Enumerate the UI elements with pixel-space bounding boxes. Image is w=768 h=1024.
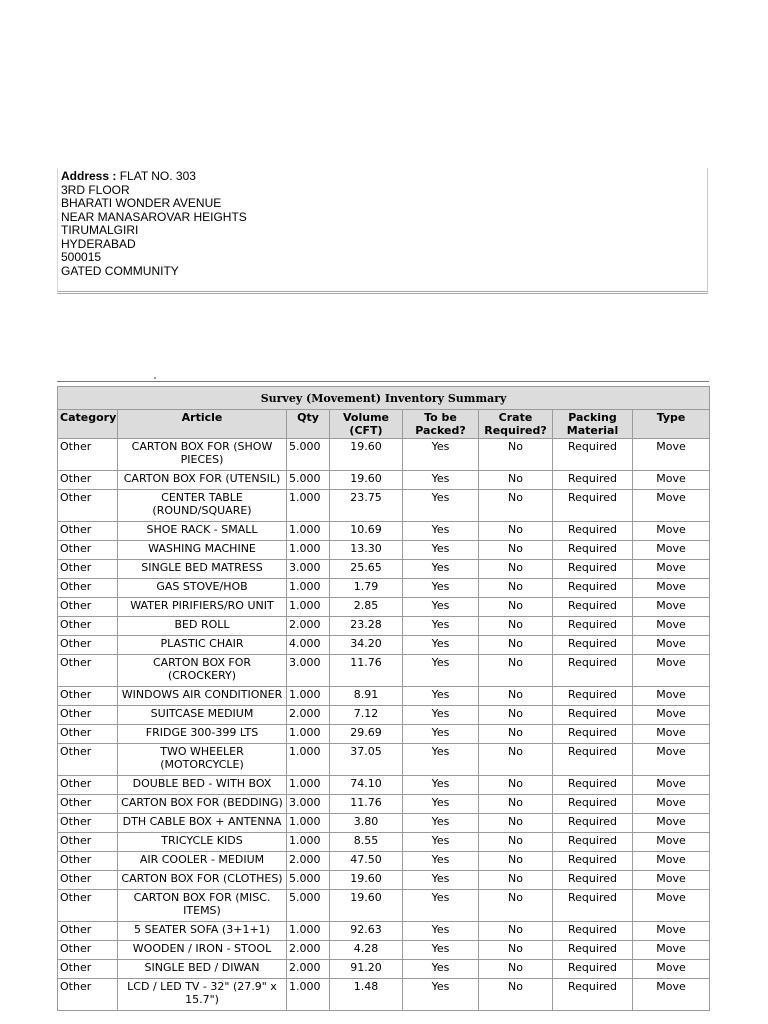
cell-type: Move — [633, 852, 710, 871]
cell-type: Move — [633, 960, 710, 979]
cell-packing-material: Required — [553, 687, 633, 706]
cell-packing-material: Required — [553, 636, 633, 655]
cell-qty: 2.000 — [287, 941, 330, 960]
cell-qty: 1.000 — [287, 979, 330, 1011]
cell-qty: 3.000 — [287, 560, 330, 579]
table-row — [58, 795, 710, 814]
address-line-7: 500015 — [61, 250, 102, 264]
cell-to-be-packed: Yes — [403, 922, 479, 941]
cell-crate-required: No — [479, 960, 553, 979]
cell-volume: 23.75 — [330, 490, 403, 522]
cell-to-be-packed: Yes — [403, 795, 479, 814]
cell-crate-required: No — [479, 636, 553, 655]
cell-type: Move — [633, 617, 710, 636]
cell-volume: 2.85 — [330, 598, 403, 617]
cell-crate-required: No — [479, 579, 553, 598]
cell-volume: 92.63 — [330, 922, 403, 941]
cell-packing-material: Required — [553, 617, 633, 636]
header-article: Article — [118, 410, 287, 439]
cell-crate-required: No — [479, 655, 553, 687]
cell-article: TRICYCLE KIDS — [118, 833, 287, 852]
cell-packing-material: Required — [553, 725, 633, 744]
address-block — [57, 168, 708, 294]
cell-crate-required: No — [479, 833, 553, 852]
cell-packing-material: Required — [553, 744, 633, 776]
cell-to-be-packed: Yes — [403, 871, 479, 890]
cell-type: Move — [633, 814, 710, 833]
cell-type: Move — [633, 890, 710, 922]
cell-article: PLASTIC CHAIR — [118, 636, 287, 655]
cell-to-be-packed: Yes — [403, 560, 479, 579]
cell-category: Other — [58, 439, 118, 471]
address-label: Address : — [61, 169, 117, 183]
cell-packing-material: Required — [553, 776, 633, 795]
cell-volume: 3.80 — [330, 814, 403, 833]
table-row — [58, 598, 710, 617]
address-line-6: HYDERABAD — [61, 236, 136, 251]
cell-crate-required: No — [479, 490, 553, 522]
cell-to-be-packed: Yes — [403, 890, 479, 922]
table-row — [58, 833, 710, 852]
cell-crate-required: No — [479, 522, 553, 541]
cell-category: Other — [58, 776, 118, 795]
inventory-summary-table — [57, 386, 710, 1011]
cell-type: Move — [633, 922, 710, 941]
cell-qty: 5.000 — [287, 439, 330, 471]
table-row — [58, 922, 710, 941]
cell-qty: 3.000 — [287, 655, 330, 687]
cell-category: Other — [58, 941, 118, 960]
cell-type: Move — [633, 795, 710, 814]
cell-to-be-packed: Yes — [403, 598, 479, 617]
cell-category: Other — [58, 617, 118, 636]
table-row — [58, 776, 710, 795]
cell-packing-material: Required — [553, 979, 633, 1011]
cell-to-be-packed: Yes — [403, 636, 479, 655]
cell-article: WATER PIRIFIERS/RO UNIT — [118, 598, 287, 617]
cell-article: 5 SEATER SOFA (3+1+1) — [118, 922, 287, 941]
cell-to-be-packed: Yes — [403, 541, 479, 560]
inventory-rows — [58, 439, 710, 1011]
cell-crate-required: No — [479, 852, 553, 871]
header-category: Category — [58, 410, 118, 439]
cell-to-be-packed: Yes — [403, 776, 479, 795]
cell-qty: 1.000 — [287, 814, 330, 833]
cell-volume: 7.12 — [330, 706, 403, 725]
cell-qty: 1.000 — [287, 687, 330, 706]
cell-type: Move — [633, 560, 710, 579]
cell-qty: 1.000 — [287, 725, 330, 744]
cell-type: Move — [633, 541, 710, 560]
cell-packing-material: Required — [553, 541, 633, 560]
cell-article: TWO WHEELER (MOTORCYCLE) — [118, 744, 287, 776]
cell-category: Other — [58, 687, 118, 706]
cell-crate-required: No — [479, 814, 553, 833]
cell-to-be-packed: Yes — [403, 833, 479, 852]
cell-qty: 4.000 — [287, 636, 330, 655]
cell-crate-required: No — [479, 687, 553, 706]
cell-volume: 19.60 — [330, 439, 403, 471]
cell-qty: 2.000 — [287, 617, 330, 636]
table-row — [58, 439, 710, 471]
address-line-4: NEAR MANASAROVAR HEIGHTS — [61, 209, 247, 224]
cell-category: Other — [58, 795, 118, 814]
cell-category: Other — [58, 814, 118, 833]
cell-category: Other — [58, 725, 118, 744]
cell-type: Move — [633, 744, 710, 776]
cell-to-be-packed: Yes — [403, 960, 479, 979]
cell-category: Other — [58, 471, 118, 490]
cell-category: Other — [58, 833, 118, 852]
cell-to-be-packed: Yes — [403, 490, 479, 522]
cell-type: Move — [633, 636, 710, 655]
cell-qty: 3.000 — [287, 795, 330, 814]
table-row — [58, 941, 710, 960]
cell-packing-material: Required — [553, 471, 633, 490]
cell-article: FRIDGE 300-399 LTS — [118, 725, 287, 744]
cell-volume: 74.10 — [330, 776, 403, 795]
cell-type: Move — [633, 725, 710, 744]
address-line-2: 3RD FLOOR — [61, 182, 130, 197]
address-line-1: Address : FLAT NO. 303 — [61, 169, 196, 183]
cell-qty: 1.000 — [287, 522, 330, 541]
cell-to-be-packed: Yes — [403, 814, 479, 833]
cell-category: Other — [58, 852, 118, 871]
cell-article: CARTON BOX FOR (UTENSIL) — [118, 471, 287, 490]
cell-crate-required: No — [479, 439, 553, 471]
cell-article: WINDOWS AIR CONDITIONER — [118, 687, 287, 706]
cell-packing-material: Required — [553, 439, 633, 471]
cell-category: Other — [58, 960, 118, 979]
cell-crate-required: No — [479, 560, 553, 579]
cell-crate-required: No — [479, 871, 553, 890]
cell-article: CARTON BOX FOR (MISC. ITEMS) — [118, 890, 287, 922]
cell-to-be-packed: Yes — [403, 522, 479, 541]
cell-crate-required: No — [479, 617, 553, 636]
cell-category: Other — [58, 922, 118, 941]
cell-article: DOUBLE BED - WITH BOX — [118, 776, 287, 795]
cell-volume: 19.60 — [330, 890, 403, 922]
cell-qty: 5.000 — [287, 890, 330, 922]
table-row — [58, 687, 710, 706]
cell-crate-required: No — [479, 541, 553, 560]
header-to-be-packed: To be Packed? — [403, 410, 479, 439]
table-row — [58, 490, 710, 522]
cell-to-be-packed: Yes — [403, 617, 479, 636]
cell-volume: 11.76 — [330, 795, 403, 814]
cell-packing-material: Required — [553, 890, 633, 922]
cell-volume: 19.60 — [330, 471, 403, 490]
table-row — [58, 471, 710, 490]
cell-type: Move — [633, 941, 710, 960]
cell-volume: 19.60 — [330, 871, 403, 890]
cell-to-be-packed: Yes — [403, 687, 479, 706]
header-volume: Volume (CFT) — [330, 410, 403, 439]
cell-crate-required: No — [479, 795, 553, 814]
cell-type: Move — [633, 490, 710, 522]
table-row — [58, 744, 710, 776]
cell-packing-material: Required — [553, 655, 633, 687]
cell-category: Other — [58, 706, 118, 725]
cell-packing-material: Required — [553, 490, 633, 522]
cell-to-be-packed: Yes — [403, 744, 479, 776]
cell-crate-required: No — [479, 598, 553, 617]
cell-category: Other — [58, 655, 118, 687]
cell-qty: 5.000 — [287, 471, 330, 490]
cell-qty: 1.000 — [287, 598, 330, 617]
cell-article: SUITCASE MEDIUM — [118, 706, 287, 725]
cell-qty: 1.000 — [287, 579, 330, 598]
cell-type: Move — [633, 598, 710, 617]
cell-volume: 23.28 — [330, 617, 403, 636]
address-line-3: BHARATI WONDER AVENUE — [61, 196, 222, 210]
cell-volume: 1.79 — [330, 579, 403, 598]
cell-crate-required: No — [479, 890, 553, 922]
cell-volume: 8.91 — [330, 687, 403, 706]
cell-volume: 1.48 — [330, 979, 403, 1011]
cell-type: Move — [633, 833, 710, 852]
table-row — [58, 890, 710, 922]
cell-category: Other — [58, 979, 118, 1011]
cell-packing-material: Required — [553, 706, 633, 725]
table-row — [58, 579, 710, 598]
cell-article: DTH CABLE BOX + ANTENNA — [118, 814, 287, 833]
table-row — [58, 706, 710, 725]
cell-volume: 11.76 — [330, 655, 403, 687]
header-packing-material: Packing Material — [553, 410, 633, 439]
cell-category: Other — [58, 579, 118, 598]
header-qty: Qty — [287, 410, 330, 439]
cell-type: Move — [633, 687, 710, 706]
cell-type: Move — [633, 579, 710, 598]
cell-type: Move — [633, 471, 710, 490]
cell-volume: 25.65 — [330, 560, 403, 579]
cell-to-be-packed: Yes — [403, 852, 479, 871]
cell-article: BED ROLL — [118, 617, 287, 636]
cell-qty: 1.000 — [287, 922, 330, 941]
table-row — [58, 814, 710, 833]
cell-article: AIR COOLER - MEDIUM — [118, 852, 287, 871]
cell-to-be-packed: Yes — [403, 579, 479, 598]
cell-qty: 2.000 — [287, 960, 330, 979]
cell-type: Move — [633, 871, 710, 890]
table-row — [58, 960, 710, 979]
address-line-8: GATED COMMUNITY — [61, 263, 179, 278]
cell-category: Other — [58, 871, 118, 890]
address-line-5: TIRUMALGIRI — [61, 223, 139, 237]
cell-type: Move — [633, 979, 710, 1011]
cell-article: LCD / LED TV - 32" (27.9" x 15.7") — [118, 979, 287, 1011]
cell-volume: 10.69 — [330, 522, 403, 541]
cell-category: Other — [58, 522, 118, 541]
cell-crate-required: No — [479, 941, 553, 960]
cell-qty: 1.000 — [287, 490, 330, 522]
header-type: Type — [633, 410, 710, 439]
cell-category: Other — [58, 744, 118, 776]
cell-category: Other — [58, 541, 118, 560]
cell-crate-required: No — [479, 776, 553, 795]
cell-crate-required: No — [479, 706, 553, 725]
cell-category: Other — [58, 490, 118, 522]
cell-category: Other — [58, 636, 118, 655]
cell-volume: 29.69 — [330, 725, 403, 744]
cell-article: CARTON BOX FOR (CROCKERY) — [118, 655, 287, 687]
cell-packing-material: Required — [553, 560, 633, 579]
cell-article: WOODEN / IRON - STOOL — [118, 941, 287, 960]
cell-crate-required: No — [479, 725, 553, 744]
cell-qty: 2.000 — [287, 706, 330, 725]
table-row — [58, 617, 710, 636]
cell-packing-material: Required — [553, 852, 633, 871]
cell-type: Move — [633, 776, 710, 795]
table-row — [58, 522, 710, 541]
cell-crate-required: No — [479, 744, 553, 776]
table-row — [58, 655, 710, 687]
cell-crate-required: No — [479, 922, 553, 941]
cell-packing-material: Required — [553, 941, 633, 960]
cell-article: SHOE RACK - SMALL — [118, 522, 287, 541]
divider-mark — [154, 377, 156, 379]
cell-to-be-packed: Yes — [403, 471, 479, 490]
cell-type: Move — [633, 706, 710, 725]
table-row — [58, 636, 710, 655]
cell-article: CARTON BOX FOR (CLOTHES) — [118, 871, 287, 890]
cell-volume: 8.55 — [330, 833, 403, 852]
cell-qty: 5.000 — [287, 871, 330, 890]
cell-volume: 13.30 — [330, 541, 403, 560]
cell-type: Move — [633, 522, 710, 541]
cell-to-be-packed: Yes — [403, 725, 479, 744]
cell-packing-material: Required — [553, 833, 633, 852]
cell-volume: 37.05 — [330, 744, 403, 776]
cell-qty: 1.000 — [287, 776, 330, 795]
cell-to-be-packed: Yes — [403, 979, 479, 1011]
cell-type: Move — [633, 655, 710, 687]
cell-packing-material: Required — [553, 795, 633, 814]
cell-packing-material: Required — [553, 814, 633, 833]
table-row — [58, 852, 710, 871]
cell-article: SINGLE BED / DIWAN — [118, 960, 287, 979]
cell-to-be-packed: Yes — [403, 655, 479, 687]
cell-category: Other — [58, 598, 118, 617]
cell-crate-required: No — [479, 471, 553, 490]
cell-qty: 1.000 — [287, 744, 330, 776]
cell-packing-material: Required — [553, 960, 633, 979]
cell-packing-material: Required — [553, 579, 633, 598]
table-row — [58, 979, 710, 1011]
cell-to-be-packed: Yes — [403, 941, 479, 960]
cell-qty: 1.000 — [287, 833, 330, 852]
cell-to-be-packed: Yes — [403, 706, 479, 725]
cell-crate-required: No — [479, 979, 553, 1011]
cell-article: CENTER TABLE (ROUND/SQUARE) — [118, 490, 287, 522]
cell-article: CARTON BOX FOR (SHOW PIECES) — [118, 439, 287, 471]
cell-packing-material: Required — [553, 871, 633, 890]
cell-category: Other — [58, 560, 118, 579]
cell-article: SINGLE BED MATRESS — [118, 560, 287, 579]
cell-packing-material: Required — [553, 522, 633, 541]
section-divider — [57, 381, 709, 382]
table-row — [58, 725, 710, 744]
cell-to-be-packed: Yes — [403, 439, 479, 471]
table-row — [58, 871, 710, 890]
cell-volume: 91.20 — [330, 960, 403, 979]
table-row — [58, 560, 710, 579]
cell-packing-material: Required — [553, 922, 633, 941]
cell-article: CARTON BOX FOR (BEDDING) — [118, 795, 287, 814]
cell-category: Other — [58, 890, 118, 922]
table-row — [58, 541, 710, 560]
cell-article: GAS STOVE/HOB — [118, 579, 287, 598]
cell-volume: 4.28 — [330, 941, 403, 960]
cell-qty: 2.000 — [287, 852, 330, 871]
cell-packing-material: Required — [553, 598, 633, 617]
header-crate-required: Crate Required? — [479, 410, 553, 439]
table-title: Survey (Movement) Inventory Summary — [58, 387, 710, 410]
cell-article: WASHING MACHINE — [118, 541, 287, 560]
cell-qty: 1.000 — [287, 541, 330, 560]
cell-volume: 47.50 — [330, 852, 403, 871]
cell-type: Move — [633, 439, 710, 471]
cell-volume: 34.20 — [330, 636, 403, 655]
